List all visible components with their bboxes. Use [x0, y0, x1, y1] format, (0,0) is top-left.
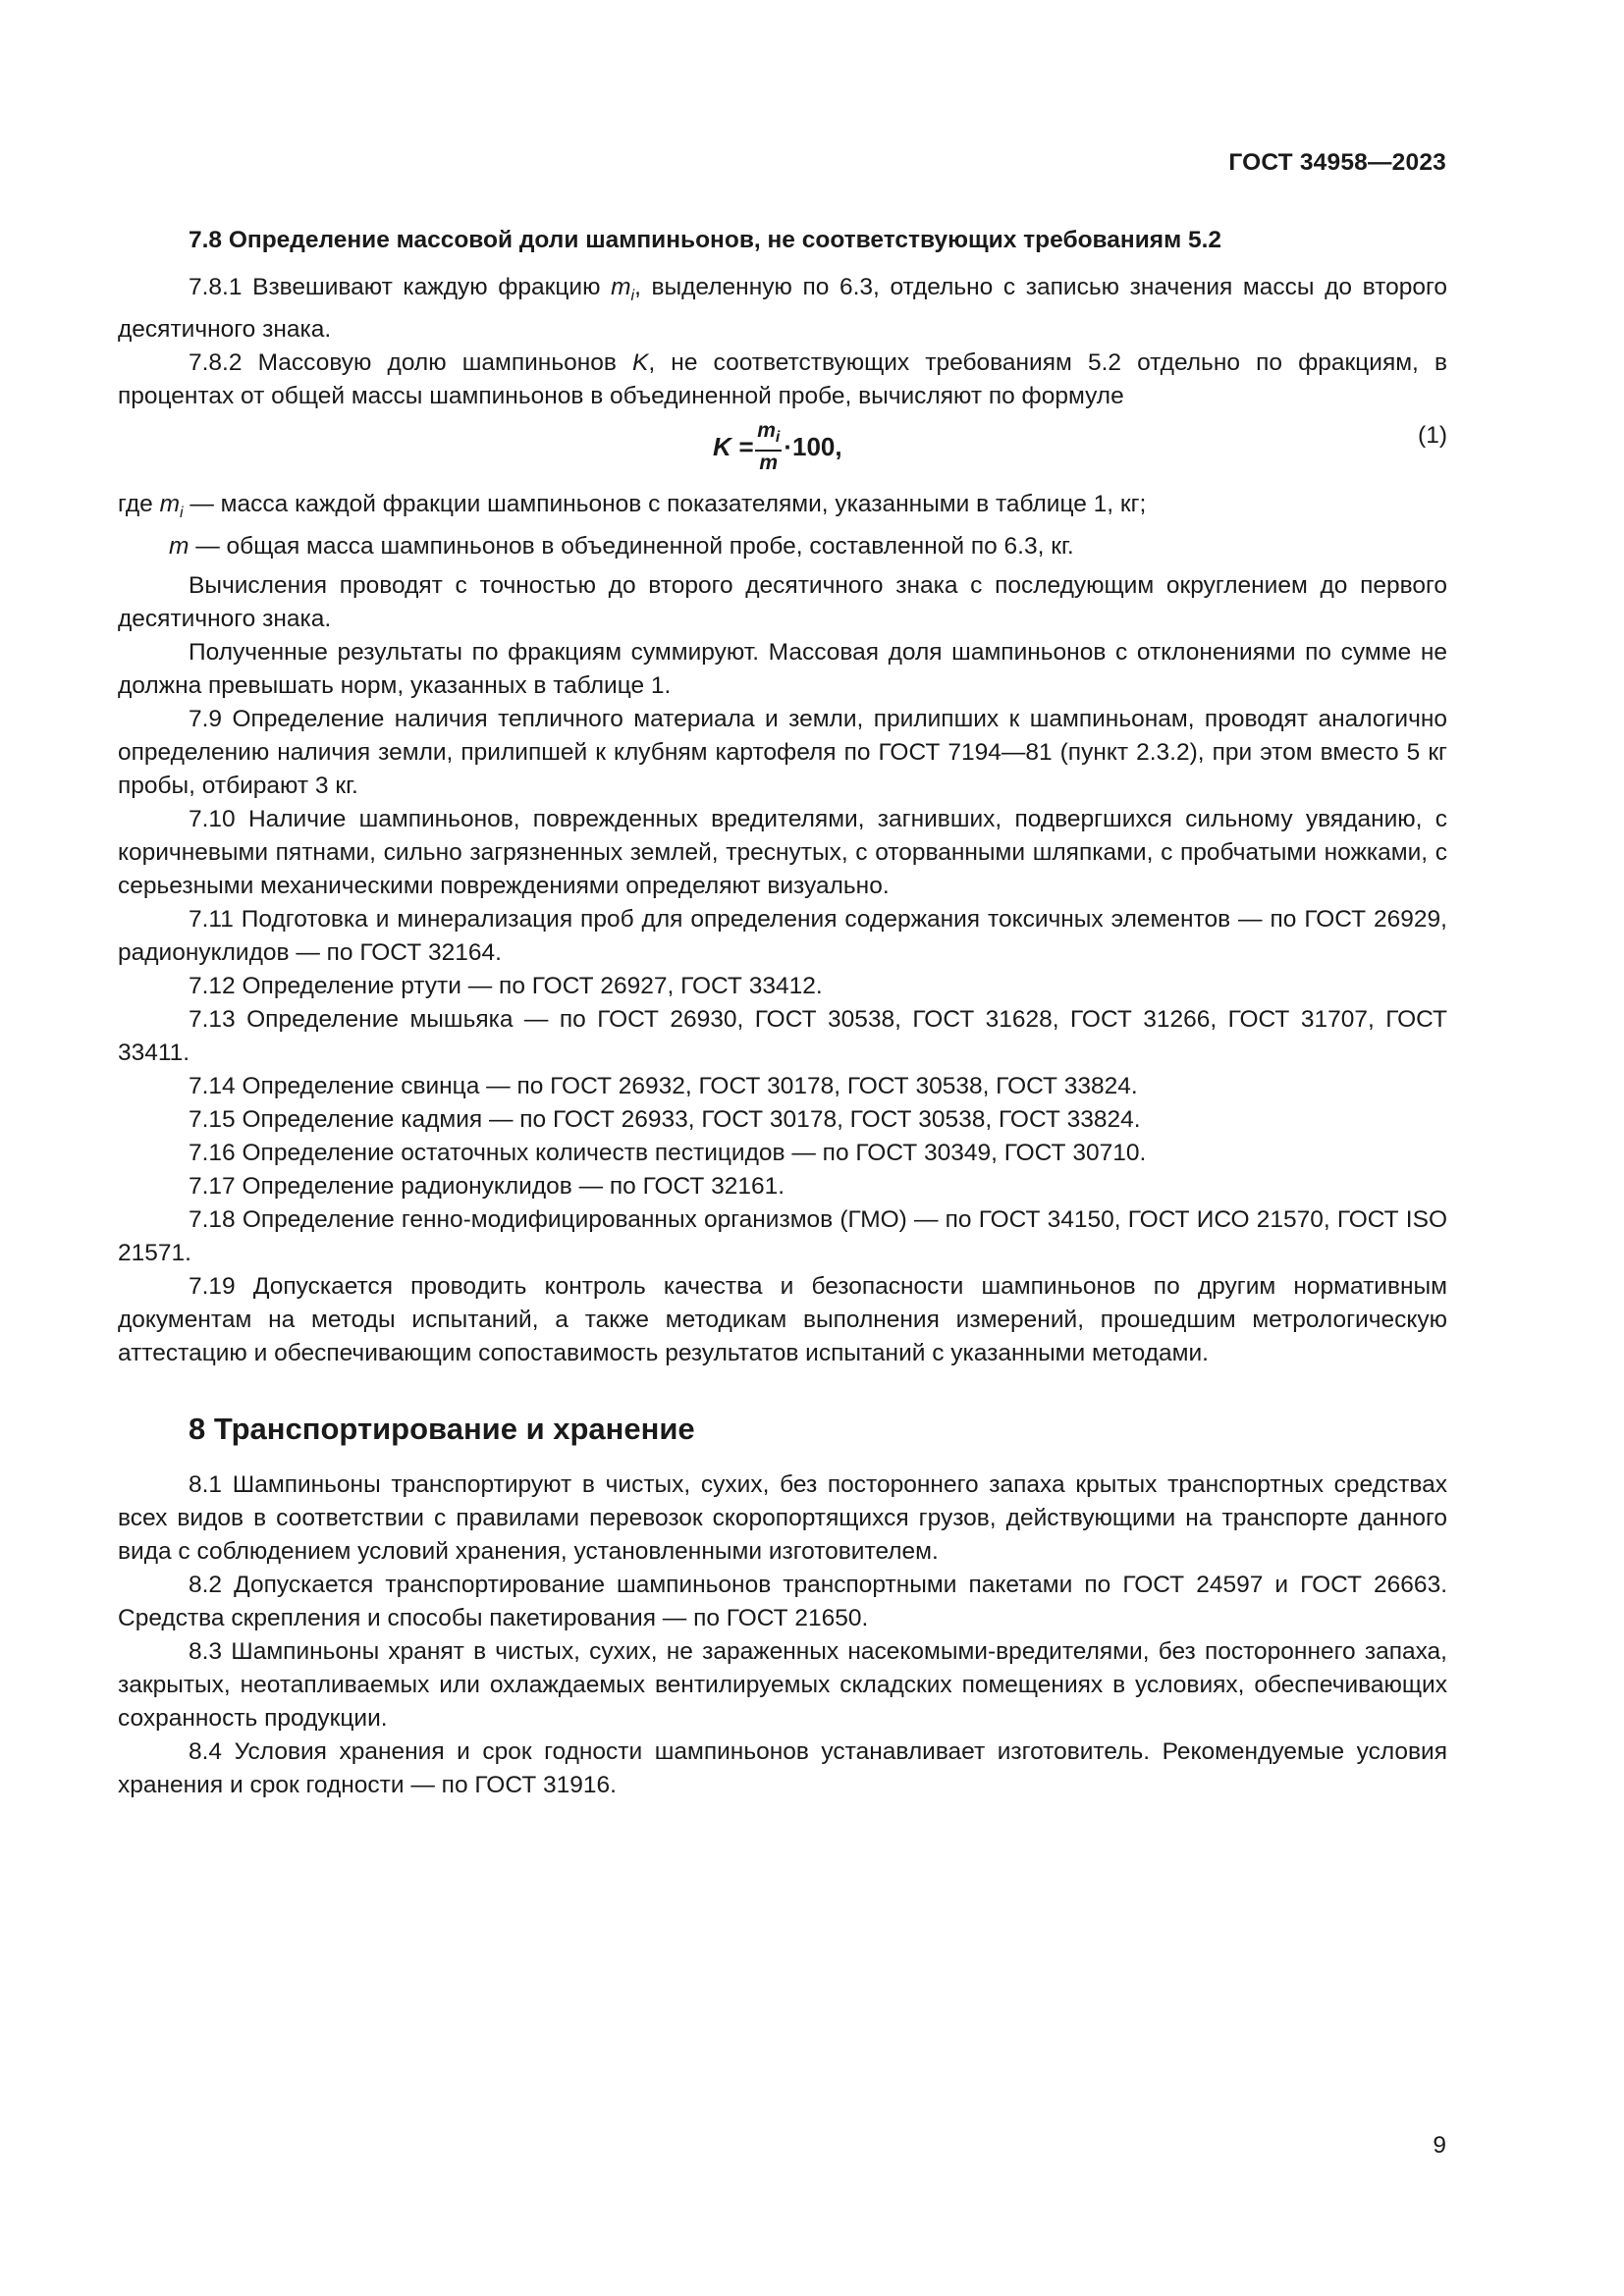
paragraph-7-17: 7.17 Определение радионуклидов — по ГОСТ 32161. [189, 1172, 785, 1200]
where-line-1 [118, 488, 1447, 530]
subsection-7-8-title: 7.8 Определение массовой доли шампиньонов, не соответствующих требованиям 5.2 [189, 227, 1222, 253]
paragraph-7-8-1 [118, 271, 1447, 347]
formula [713, 419, 842, 475]
variable-subscript: i [630, 287, 635, 304]
where-prefix: где [118, 490, 160, 517]
where-text: — общая масса шампиньонов в объединенной пробе, составленной по 6.3, кг. [189, 532, 1074, 560]
where-line-2 [118, 530, 1447, 563]
paragraph-text: , выделенную по 6.3, отдельно с записью значения массы до второго десятичного знака. [118, 274, 1447, 343]
paragraph-7-14: 7.14 Определение свинца — по ГОСТ 26932, ГОСТ 30178, ГОСТ 30538, ГОСТ 33824. [189, 1072, 1138, 1099]
paragraph-8-4: 8.4 Условия хранения и срок годности шампиньонов устанавливает изготовитель. Рекомендуемые условия хранения и срок годности — по ГОСТ 31916. [118, 1737, 1447, 1798]
paragraph-7-10: 7.10 Наличие шампиньонов, поврежденных вредителями, загнивших, подвергшихся сильному увяданию, с коричневыми пятнами, сильно загрязненных землей, треснутых, с оторванными шляпками, с пробчатыми ножками, с серьезными механическими повреждениями определяют визуально. [118, 805, 1447, 899]
page-number: 9 [1433, 2132, 1446, 2159]
document-id-header: ГОСТ 34958—2023 [1228, 149, 1446, 176]
numerator-symbol: m [757, 418, 776, 442]
formula-number: (1) [1418, 421, 1447, 449]
formula-fraction [755, 419, 782, 475]
paragraph-7-18: 7.18 Определение генно-модифицированных организмов (ГМО) — по ГОСТ 34150, ГОСТ ИСО 21570, ГОСТ ISO 21571. [118, 1205, 1447, 1266]
variable-symbol: m [611, 274, 631, 300]
section-8-title: 8 Транспортирование и хранение [189, 1411, 695, 1446]
paragraph-text: 7.8.2 Массовую долю шампиньонов [189, 348, 633, 376]
numerator-subscript: i [775, 429, 781, 447]
paragraph-7-9: 7.9 Определение наличия тепличного материала и земли, прилипших к шампиньонам, проводят аналогично определению наличия земли, прилипшей к клубням картофеля по ГОСТ 7194—81 (пункт 2.3.2), при этом вместо 5 кг пробы, отбирают 3 кг. [118, 705, 1447, 799]
formula-multiplier: ·100, [784, 432, 842, 462]
variable-symbol: K [632, 348, 649, 376]
formula-denominator: m [759, 452, 779, 475]
paragraph-text: , не соответствующих требованиям 5.2 отдельно по фракциям, в процентах от общей массы шампиньонов в объединенной пробе, вычисляют по формуле [118, 348, 1447, 409]
paragraph-7-19: 7.19 Допускается проводить контроль качества и безопасности шампиньонов по другим нормативным документам на методы испытаний, а также методикам выполнения измерений, прошедшим метрологическую аттестацию и обеспечивающим сопоставимость результатов испытаний с указанными методами. [118, 1272, 1447, 1366]
paragraph-7-16: 7.16 Определение остаточных количеств пестицидов — по ГОСТ 30349, ГОСТ 30710. [189, 1139, 1147, 1166]
paragraph-7-15: 7.15 Определение кадмия — по ГОСТ 26933, ГОСТ 30178, ГОСТ 30538, ГОСТ 33824. [189, 1105, 1141, 1133]
formula-numerator [755, 419, 782, 452]
paragraph-7-11: 7.11 Подготовка и минерализация проб для определения содержания токсичных элементов — по ГОСТ 26929, радионуклидов — по ГОСТ 32164. [118, 905, 1447, 966]
page-content [118, 224, 1447, 1802]
paragraph-8-3: 8.3 Шампиньоны хранят в чистых, сухих, не зараженных насекомыми-вредителями, без постороннего запаха, закрытых, неотапливаемых или охлаждаемых вентилируемых складских помещениях в условиях, обеспечивающих сохранность продукции. [118, 1637, 1447, 1732]
where-symbol: m [169, 532, 189, 560]
where-subscript: i [180, 504, 184, 521]
formula-row [118, 413, 1447, 488]
where-text: — масса каждой фракции шампиньонов с показателями, указанными в таблице 1, кг; [183, 490, 1147, 517]
where-symbol: m [159, 490, 180, 517]
paragraph-8-1: 8.1 Шампиньоны транспортируют в чистых, сухих, без постороннего запаха крытых транспортных средствах всех видов в соответствии с правилами перевозок скоропортящихся грузов, действующими на транспорте данного вида с соблюдением условий хранения, установленными изготовителем. [118, 1470, 1447, 1565]
paragraph: Полученные результаты по фракциям суммируют. Массовая доля шампиньонов с отклонениями по сумме не должна превышать норм, указанных в таблице 1. [118, 638, 1447, 699]
paragraph-7-12: 7.12 Определение ртути — по ГОСТ 26927, ГОСТ 33412. [189, 972, 823, 999]
paragraph: Вычисления проводят с точностью до второго десятичного знака с последующим округлением до первого десятичного знака. [118, 571, 1447, 632]
paragraph-text: 7.8.1 Взвешивают каждую фракцию [189, 274, 612, 300]
formula-lhs: K = [713, 432, 754, 462]
paragraph-7-13: 7.13 Определение мышьяка — по ГОСТ 26930, ГОСТ 30538, ГОСТ 31628, ГОСТ 31266, ГОСТ 31707, ГОСТ 33411. [118, 1005, 1447, 1066]
paragraph-7-8-2 [118, 347, 1447, 413]
paragraph-8-2: 8.2 Допускается транспортирование шампиньонов транспортными пакетами по ГОСТ 24597 и ГОСТ 26663. Средства скрепления и способы пакетирования — по ГОСТ 21650. [118, 1571, 1447, 1631]
